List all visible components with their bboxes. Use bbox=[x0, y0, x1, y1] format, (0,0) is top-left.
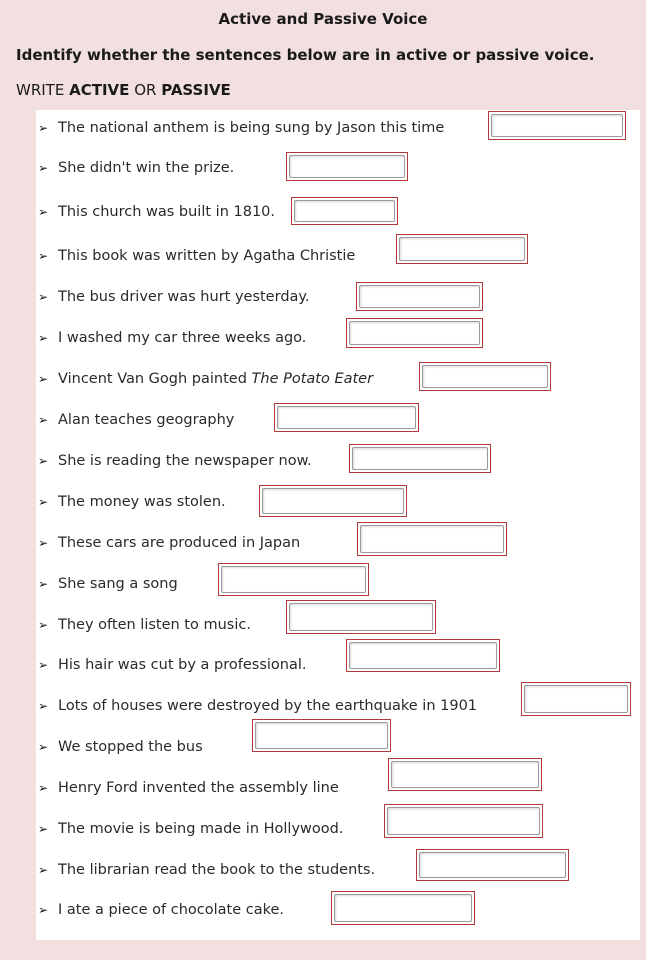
write-or: OR bbox=[134, 81, 157, 99]
arrow-bullet-icon: ➢ bbox=[38, 121, 49, 135]
sentence-plain: Vincent Van Gogh painted bbox=[58, 371, 252, 387]
sentence-row-11 bbox=[36, 531, 300, 555]
arrow-bullet-icon: ➢ bbox=[38, 290, 49, 304]
sentence-text: She is reading the newspaper now. bbox=[58, 453, 312, 469]
arrow-bullet-icon: ➢ bbox=[38, 903, 49, 917]
answer-input[interactable] bbox=[391, 761, 539, 788]
answer-box-20[interactable] bbox=[331, 891, 475, 925]
arrow-bullet-icon: ➢ bbox=[38, 822, 49, 836]
answer-input[interactable] bbox=[289, 155, 405, 178]
answer-box-11[interactable] bbox=[357, 522, 507, 556]
answer-box-1[interactable] bbox=[488, 111, 626, 140]
sentence-text: Alan teaches geography bbox=[58, 412, 235, 428]
sentence-row-3 bbox=[36, 200, 275, 224]
answer-box-2[interactable] bbox=[286, 152, 408, 181]
arrow-bullet-icon: ➢ bbox=[38, 536, 49, 550]
sentence-text: The bus driver was hurt yesterday. bbox=[58, 289, 310, 305]
arrow-bullet-icon: ➢ bbox=[38, 577, 49, 591]
arrow-bullet-icon: ➢ bbox=[38, 331, 49, 345]
sentence-text: The national anthem is being sung by Jason this time bbox=[58, 120, 445, 136]
sentence-text: She didn't win the prize. bbox=[58, 160, 235, 176]
arrow-bullet-icon: ➢ bbox=[38, 205, 49, 219]
answer-box-5[interactable] bbox=[356, 282, 483, 311]
sentence-text: The money was stolen. bbox=[58, 494, 226, 510]
sentence-text bbox=[58, 371, 373, 387]
sentence-row-15 bbox=[36, 694, 477, 718]
sentence-row-5 bbox=[36, 285, 310, 309]
answer-input[interactable] bbox=[294, 200, 395, 222]
sentence-text: His hair was cut by a professional. bbox=[58, 657, 307, 673]
answer-box-19[interactable] bbox=[416, 849, 569, 881]
sentence-row-13 bbox=[36, 613, 251, 637]
answer-input[interactable] bbox=[349, 321, 480, 345]
sentence-row-20 bbox=[36, 898, 284, 922]
answer-input[interactable] bbox=[277, 406, 416, 429]
answer-input[interactable] bbox=[419, 852, 566, 878]
arrow-bullet-icon: ➢ bbox=[38, 863, 49, 877]
sentence-text: These cars are produced in Japan bbox=[58, 535, 301, 551]
sentence-text: I ate a piece of chocolate cake. bbox=[58, 902, 284, 918]
sentence-text: The movie is being made in Hollywood. bbox=[58, 821, 344, 837]
write-prefix: WRITE bbox=[16, 81, 65, 99]
arrow-bullet-icon: ➢ bbox=[38, 372, 49, 386]
sentence-text: The librarian read the book to the students. bbox=[58, 862, 376, 878]
painting-title: The Potato Eater bbox=[251, 371, 374, 387]
sentence-row-8 bbox=[36, 408, 234, 432]
write-passive: PASSIVE bbox=[161, 81, 231, 99]
answer-box-9[interactable] bbox=[349, 444, 491, 473]
sentence-row-14 bbox=[36, 653, 307, 677]
answer-box-16[interactable] bbox=[252, 719, 391, 752]
sentence-row-18 bbox=[36, 817, 343, 841]
answer-input[interactable] bbox=[399, 237, 525, 261]
arrow-bullet-icon: ➢ bbox=[38, 454, 49, 468]
answer-box-10[interactable] bbox=[259, 485, 407, 517]
answer-input[interactable] bbox=[352, 447, 488, 470]
arrow-bullet-icon: ➢ bbox=[38, 249, 49, 263]
answer-box-13[interactable] bbox=[286, 600, 436, 634]
answer-input[interactable] bbox=[422, 365, 548, 388]
arrow-bullet-icon: ➢ bbox=[38, 161, 49, 175]
answer-box-14[interactable] bbox=[346, 639, 500, 672]
answer-input[interactable] bbox=[289, 603, 433, 631]
sentence-text: I washed my car three weeks ago. bbox=[58, 330, 307, 346]
sentence-text: She sang a song bbox=[58, 576, 178, 592]
answer-box-3[interactable] bbox=[291, 197, 398, 225]
answer-input[interactable] bbox=[262, 488, 404, 514]
answer-input[interactable] bbox=[524, 685, 628, 713]
sentence-text: Henry Ford invented the assembly line bbox=[58, 780, 339, 796]
answer-input[interactable] bbox=[360, 525, 504, 553]
arrow-bullet-icon: ➢ bbox=[38, 658, 49, 672]
sentence-row-4 bbox=[36, 244, 355, 268]
sentence-row-10 bbox=[36, 490, 226, 514]
sentence-row-9 bbox=[36, 449, 312, 473]
sentence-row-12 bbox=[36, 572, 178, 596]
answer-box-17[interactable] bbox=[388, 758, 542, 791]
sentence-row-2 bbox=[36, 156, 234, 180]
arrow-bullet-icon: ➢ bbox=[38, 618, 49, 632]
sentence-row-7 bbox=[36, 367, 373, 391]
answer-box-6[interactable] bbox=[346, 318, 483, 348]
answer-input[interactable] bbox=[349, 642, 497, 669]
write-instruction bbox=[16, 81, 231, 99]
answer-box-15[interactable] bbox=[521, 682, 631, 716]
answer-box-8[interactable] bbox=[274, 403, 419, 432]
arrow-bullet-icon: ➢ bbox=[38, 781, 49, 795]
worksheet-panel bbox=[36, 110, 640, 940]
sentence-text: This book was written by Agatha Christie bbox=[58, 248, 356, 264]
answer-input[interactable] bbox=[359, 285, 480, 308]
answer-box-12[interactable] bbox=[218, 563, 369, 596]
arrow-bullet-icon: ➢ bbox=[38, 699, 49, 713]
answer-input[interactable] bbox=[387, 807, 540, 835]
answer-input[interactable] bbox=[491, 114, 623, 137]
sentence-text: This church was built in 1810. bbox=[58, 204, 275, 220]
sentence-row-6 bbox=[36, 326, 306, 350]
arrow-bullet-icon: ➢ bbox=[38, 495, 49, 509]
answer-input[interactable] bbox=[221, 566, 366, 593]
page-title: Active and Passive Voice bbox=[218, 10, 428, 28]
write-active: ACTIVE bbox=[69, 81, 130, 99]
answer-box-18[interactable] bbox=[384, 804, 543, 838]
sentence-text: Lots of houses were destroyed by the earthquake in 1901 bbox=[58, 698, 478, 714]
answer-box-4[interactable] bbox=[396, 234, 528, 264]
sentence-row-16 bbox=[36, 735, 203, 759]
arrow-bullet-icon: ➢ bbox=[38, 740, 49, 754]
sentence-text: We stopped the bus bbox=[58, 739, 203, 755]
answer-input[interactable] bbox=[334, 894, 472, 922]
sentence-row-1 bbox=[36, 116, 444, 140]
answer-box-7[interactable] bbox=[419, 362, 551, 391]
instructions: Identify whether the sentences below are in active or passive voice. bbox=[16, 46, 595, 64]
sentence-text: They often listen to music. bbox=[58, 617, 251, 633]
answer-input[interactable] bbox=[255, 722, 388, 749]
sentence-row-17 bbox=[36, 776, 339, 800]
arrow-bullet-icon: ➢ bbox=[38, 413, 49, 427]
sentence-row-19 bbox=[36, 858, 375, 882]
